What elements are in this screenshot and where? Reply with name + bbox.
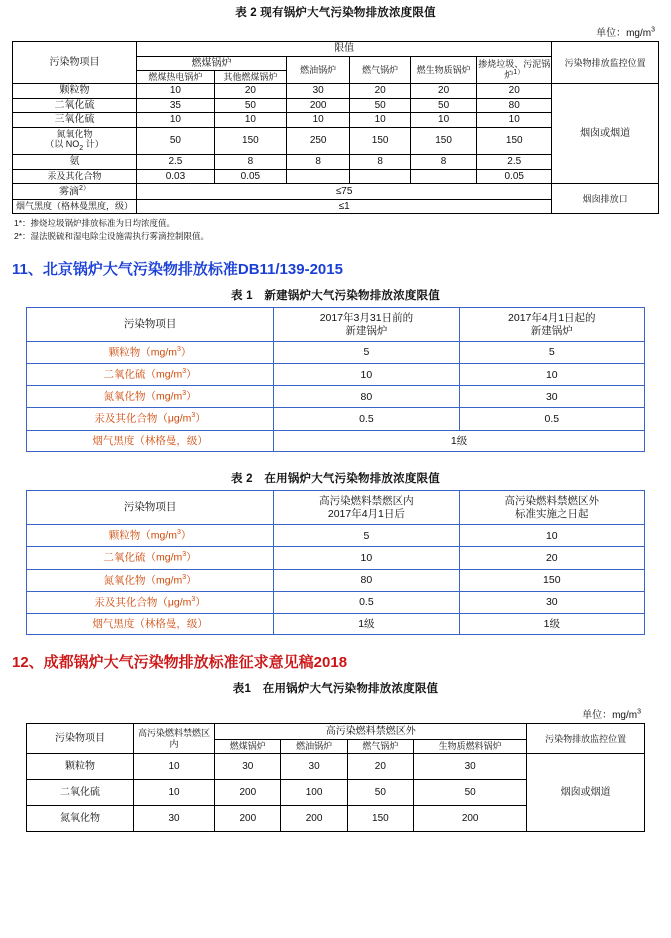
cell-value: 200 [414,806,527,832]
row-label-end: ） [186,551,197,564]
cell-value: 100 [281,780,347,806]
cell-value: 10 [286,113,349,128]
cell-value: 0.5 [459,408,644,430]
header-pollutant-col: 污染物项目 [27,491,274,525]
table-inuse-boiler-beijing [26,490,645,635]
header-col2-line1: 2017年4月1日起的 [459,307,644,324]
table-row-header1 [13,42,659,57]
row-label [27,569,274,591]
header-sub-gas: 燃气锅炉 [347,739,413,753]
section-12-heading: 12、成都锅炉大气污染物排放标准征求意见稿2018 [12,654,348,672]
header-col2-line2: 新建锅炉 [459,325,644,342]
cell-value: 20 [459,547,644,569]
header-sub-biomass: 生物质燃料锅炉 [414,739,527,753]
cell-value: 0.5 [274,591,459,613]
cell-value: 8 [350,155,411,170]
cell-value: 10 [459,525,644,547]
row-label-end: ） [186,574,197,587]
table-row [27,591,645,613]
row-label-text: 颗粒物（mg/m [108,346,178,359]
header-col1-line1: 2017年3月31日前的 [274,307,459,324]
cell-value: 0.5 [274,408,459,430]
table-row [27,547,645,569]
header-pollutant-col: 污染物项目 [13,42,137,84]
cell-value: 0.05 [477,169,552,184]
cell-value: 50 [410,98,476,113]
cell-value-mist: ≤75 [137,184,552,200]
unit-value: mg/m [612,710,638,722]
section-12-table1-title: 表1 在用锅炉大气污染物排放浓度限值 [232,683,439,696]
cell-value: 20 [477,84,552,99]
cell-value: 30 [281,754,347,780]
footnote-2: 2*：湿法脱硫和湿电除尘设施需执行雾滴控制限值。 [14,230,210,241]
table-row-last [27,430,645,452]
cell-value: 150 [350,127,411,154]
header-col-waste-sup: 1） [513,69,525,77]
row-label-mist-text: 雾滴 [59,186,80,198]
cell-value: 0.05 [214,169,286,184]
cell-value: 50 [350,98,411,113]
row-label: 氨 [13,155,137,170]
cell-value: 200 [215,780,281,806]
row-label-sup: 3 [177,529,181,537]
cell-value: 35 [137,98,215,113]
cell-value: 30 [414,754,527,780]
unit-sup: 3 [637,708,641,716]
cell-value: 10 [274,364,459,386]
cell-value-blackness: ≤1 [137,199,552,214]
row-label-nox-sub: 2 [79,144,84,152]
table-row [27,525,645,547]
table-row-header [27,307,645,324]
header-pollutant-col [27,724,134,754]
cell-value: 5 [274,525,459,547]
cell-value: 20 [350,84,411,99]
cell-value: 150 [214,127,286,154]
footnote-1: 1*：掺烧垃圾锅炉排放标准为日均浓度值。 [14,218,176,229]
row-label-text: 汞及其化合物（μg/m [94,412,192,425]
row-label-blackness: 烟气黑度（格林曼黑度，级） [13,199,137,214]
cell-value: 8 [286,155,349,170]
table-row [27,613,645,635]
row-label [27,525,274,547]
header-col1-line2: 2017年4月1日后 [274,508,459,525]
row-label-sup: 3 [182,368,187,376]
cell-value: 150 [410,127,476,154]
cell-value: 10 [133,780,214,806]
header-col-biomass: 燃生物质锅炉 [410,56,476,84]
table-footnotes [14,217,659,242]
row-label: 二氧化硫 [13,98,137,113]
cell-value: 10 [214,113,286,128]
cell-value: 80 [274,386,459,408]
cell-value: 30 [286,84,349,99]
row-label [27,386,274,408]
cell-value: 250 [286,127,349,154]
header-col-gas: 燃气锅炉 [350,56,411,84]
header-pollutant-text: 污染物项目 [54,733,105,745]
cell-value: 30 [459,591,644,613]
table-new-boiler-beijing [26,307,645,452]
cell-value: 150 [459,569,644,591]
section-11-table1-title: 表 1 新建锅炉大气污染物排放浓度限值 [231,289,440,302]
header-col-coal-other: 其他燃煤锅炉 [214,71,286,84]
section-12-unit [12,706,641,721]
cell-value-span: 1级 [274,430,645,452]
header-col-oil: 燃油锅炉 [286,56,349,84]
document-page [0,4,671,832]
row-label-end: ） [186,368,197,381]
cell-value: 20 [347,754,413,780]
row-label-mist-sup: 2） [79,185,90,193]
row-label-end: ） [195,412,206,425]
row-label-text: 二氧化硫（mg/m [103,551,183,564]
header-sub-oil: 燃油锅炉 [281,739,347,753]
row-label-end: ） [180,529,192,542]
row-label-nox-line1: 氮氧化物 [56,128,93,139]
cell-value: 10 [410,113,476,128]
row-label [27,342,274,364]
cell-value: 10 [137,113,215,128]
cell-value: 150 [347,806,413,832]
cell-value: 50 [214,98,286,113]
row-label-sup: 3 [182,573,187,581]
cell-value: 10 [459,364,644,386]
row-label-end: ） [195,596,206,609]
row-label: 三氧化硫 [13,113,137,128]
row-label-sup: 3 [182,551,187,559]
row-label-text: 汞及其化合物（μg/m [94,596,192,609]
row-label: 颗粒物 [13,84,137,99]
row-label: 烟气黑度（林格曼，级） [27,613,274,635]
header-limit-group: 限值 [137,42,552,57]
header-pollutant-col: 污染物项目 [27,307,274,341]
header-col-waste [477,56,552,84]
table-row [27,569,645,591]
header-col1-line1: 高污染燃料禁燃区内 [274,491,459,508]
row-label [27,364,274,386]
cell-value: 5 [274,342,459,364]
row-label: 颗粒物 [27,754,134,780]
section-11-heading: 11、北京锅炉大气污染物排放标准DB11/139-2015 [12,260,343,278]
cell-value: 200 [286,98,349,113]
row-label: 烟气黑度（林格曼，级） [27,430,274,452]
table-row [27,342,645,364]
cell-value: 2.5 [477,155,552,170]
table-row [13,84,659,99]
cell-value: 50 [137,127,215,154]
cell-value: 10 [350,113,411,128]
table-row [27,408,645,430]
cell-value: 150 [477,127,552,154]
row-label-text: 氮氧化物（mg/m [103,574,183,587]
table-row [27,386,645,408]
cell-value: 0.03 [137,169,215,184]
table-row-header1 [27,724,645,740]
cell-value: 200 [281,806,347,832]
row-label-nox-line2a: （以 NO [45,139,80,150]
unit-label: 单位： [582,710,613,722]
cell-value: 10 [274,547,459,569]
cell-value: 30 [133,806,214,832]
cell-value: 50 [414,780,527,806]
row-label-text: 氮氧化物（mg/m [103,390,183,403]
monitor-cell: 烟囱或烟道 [527,754,645,832]
cell-value [350,169,411,184]
table-existing-boiler-title: 表 2 现有锅炉大气污染物排放浓度限值 [235,7,436,19]
row-label-sup: 3 [191,412,196,420]
unit-value: mg/m [626,28,652,39]
cell-value: 1级 [274,613,459,635]
cell-value: 20 [214,84,286,99]
table-row [27,364,645,386]
row-label-text: 二氧化硫（mg/m [103,368,183,381]
cell-value: 10 [133,754,214,780]
unit-label: 单位： [596,28,627,39]
cell-value [286,169,349,184]
row-label [27,591,274,613]
unit-sup: 3 [651,26,655,34]
cell-value: 30 [459,386,644,408]
section-11-table2-title: 表 2 在用锅炉大气污染物排放浓度限值 [231,473,440,486]
table-row-header [27,491,645,508]
table-row [27,754,645,780]
row-label-nox-line2b: 计） [83,139,104,150]
row-label: 氮氧化物 [27,806,134,832]
cell-value: 200 [215,806,281,832]
row-label-mist [13,184,137,200]
row-label [27,408,274,430]
header-col2-line1: 高污染燃料禁燃区外 [459,491,644,508]
cell-value: 80 [274,569,459,591]
header-coal-group: 燃煤锅炉 [137,56,287,71]
row-label-end: ） [180,346,192,359]
row-label-sup: 3 [182,390,187,398]
cell-value: 5 [459,342,644,364]
header-col-waste-text: 掺烧垃圾、污泥锅炉 [478,59,551,81]
table-existing-boiler-unit [12,24,655,39]
table-existing-boiler [12,41,659,214]
header-monitor-col: 污染物排放监控位置 [552,42,659,84]
row-label-end: ） [186,390,197,403]
cell-value: 20 [410,84,476,99]
header-col-coal-chp: 燃煤热电锅炉 [137,71,215,84]
cell-value: 10 [137,84,215,99]
monitor-cell-1: 烟囱或烟道 [552,84,659,184]
row-label-sup: 3 [191,595,196,603]
row-label: 汞及其化合物 [13,169,137,184]
row-label-sup: 3 [177,346,181,354]
cell-value: 50 [347,780,413,806]
table-inuse-boiler-chengdu [26,723,645,832]
cell-value: 10 [477,113,552,128]
row-label: 二氧化硫 [27,780,134,806]
cell-value: 8 [214,155,286,170]
header-monitor-col: 污染物排放监控位置 [527,724,645,754]
row-label [27,547,274,569]
table-row-mist [13,184,659,200]
header-ban-outside: 高污染燃料禁燃区外 [215,724,527,740]
cell-value [410,169,476,184]
header-ban-inside: 高污染燃料禁燃区内 [133,724,214,754]
row-label-nox [13,127,137,154]
header-col2-line2: 标准实施之日起 [459,508,644,525]
cell-value: 8 [410,155,476,170]
cell-value: 1级 [459,613,644,635]
cell-value: 2.5 [137,155,215,170]
header-sub-coal: 燃煤锅炉 [215,739,281,753]
header-col1-line2: 新建锅炉 [274,325,459,342]
row-label-text: 颗粒物（mg/m [108,529,178,542]
cell-value: 80 [477,98,552,113]
monitor-cell-2: 烟囱排放口 [552,184,659,214]
cell-value: 30 [215,754,281,780]
